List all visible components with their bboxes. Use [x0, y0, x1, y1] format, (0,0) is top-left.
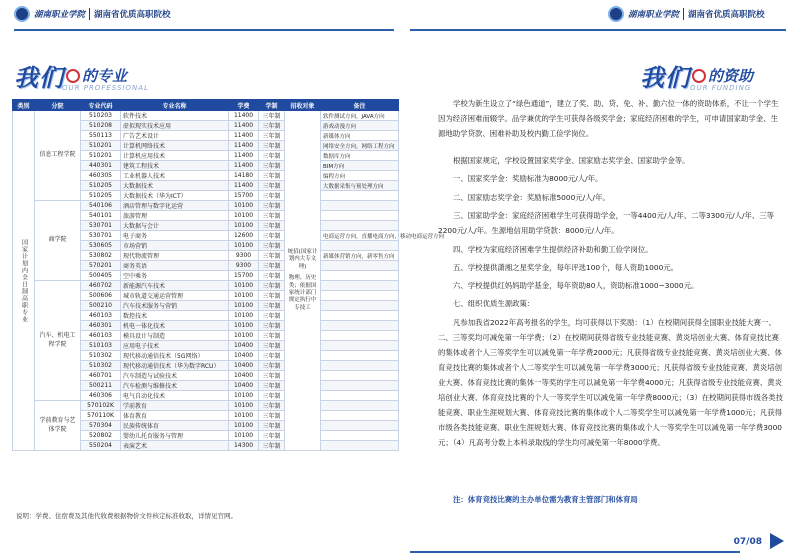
table-row: [13, 281, 399, 291]
cell-fee: 10100: [229, 281, 259, 291]
header-rule: [14, 29, 394, 31]
cell-remark: 游戏动漫方向: [321, 121, 399, 131]
cell-remark: [321, 311, 399, 321]
table-header-row: [13, 100, 399, 111]
cell-years: 三年制: [259, 201, 285, 211]
cell-fee: 12600: [229, 231, 259, 241]
cell-years: 三年制: [259, 391, 285, 401]
cell-years: 三年制: [259, 121, 285, 131]
cell-name: 商务英语: [121, 261, 229, 271]
cell-remark: BIM方向: [321, 161, 399, 171]
cell-code: 510302: [81, 351, 121, 361]
funding-item: 二、国家励志奖学金：奖励标准5000元/人/年。: [453, 193, 610, 202]
cell-years: 三年制: [259, 251, 285, 261]
cell-fee: 10100: [229, 311, 259, 321]
cell-code: 540101: [81, 211, 121, 221]
cell-years: 三年制: [259, 431, 285, 441]
school-logo-icon: [608, 6, 624, 22]
cell-years: 三年制: [259, 321, 285, 331]
cell-code: 500405: [81, 271, 121, 281]
cell-years: 三年制: [259, 401, 285, 411]
cell-years: 三年制: [259, 111, 285, 121]
cell-name: 现代物流管理: [121, 251, 229, 261]
school-name: 湖南职业学院: [628, 10, 680, 20]
table-row: [13, 111, 399, 121]
cell-remark: 网络安全方向，网络工程方向: [321, 141, 399, 151]
cell-name: 城市轨道交通运营管理: [121, 291, 229, 301]
cell-remark: [321, 301, 399, 311]
cell-remark: [321, 241, 399, 251]
cell-fee: 10100: [229, 411, 259, 421]
next-arrow-icon: [770, 533, 784, 549]
cell-code: 510201: [81, 151, 121, 161]
cell-remark: [321, 271, 399, 281]
cell-fee: 15700: [229, 191, 259, 201]
heading-main: 我们: [640, 64, 690, 92]
cell-fee: 10100: [229, 331, 259, 341]
cell-remark: [321, 341, 399, 351]
cell-years: 三年制: [259, 221, 285, 231]
heading-main: 我们: [14, 64, 64, 92]
cell-years: 三年制: [259, 171, 285, 181]
footnote: 注：体育竞技比赛的主办单位需为教育主管部门和体育局: [453, 495, 638, 504]
cell-fee: 10400: [229, 341, 259, 351]
cell-name: 汽车检测与维修技术: [121, 381, 229, 391]
funding-item: 七、组织优质生源政策：: [453, 299, 535, 308]
top-bar: [0, 0, 800, 30]
column-header: 分院: [35, 100, 81, 111]
divider: [89, 8, 90, 20]
college-cell: 学前教育与艺体学院: [35, 401, 81, 451]
divider: [683, 8, 684, 20]
cell-fee: 10100: [229, 291, 259, 301]
cell-name: 酒店管理与数字化运营: [121, 201, 229, 211]
cell-fee: 11400: [229, 181, 259, 191]
cell-code: 460103: [81, 311, 121, 321]
cell-years: 三年制: [259, 421, 285, 431]
cell-fee: 10100: [229, 401, 259, 411]
cell-name: 现代移动通信技术（华为数字RCU）: [121, 361, 229, 371]
column-header: 招收对象: [285, 100, 321, 111]
cell-years: 三年制: [259, 361, 285, 371]
cell-remark: 新媒体营销方向，新零售方向: [321, 251, 399, 261]
cell-fee: 14180: [229, 171, 259, 181]
college-cell: 信息工程学院: [35, 111, 81, 201]
college-cell: 商学院: [35, 201, 81, 281]
heading-english: OUR PROFESSIONAL: [62, 84, 149, 92]
cell-name: 计算机网络技术: [121, 141, 229, 151]
cell-code: 510203: [81, 111, 121, 121]
cell-remark: [321, 201, 399, 211]
cell-fee: 10400: [229, 351, 259, 361]
cell-code: 530802: [81, 251, 121, 261]
cell-code: 570102K: [81, 401, 121, 411]
cell-fee: 14300: [229, 441, 259, 451]
cell-fee: 10100: [229, 211, 259, 221]
cell-remark: [321, 221, 399, 231]
cell-code: 460305: [81, 171, 121, 181]
cell-name: 现代移动通信技术（5G网络）: [121, 351, 229, 361]
cell-fee: 9300: [229, 261, 259, 271]
cell-remark: 编程方向: [321, 171, 399, 181]
cell-remark: [321, 321, 399, 331]
cell-remark: [321, 401, 399, 411]
brand-right: [608, 6, 765, 22]
cell-name: 汽车制造与试验技术: [121, 371, 229, 381]
cell-years: 三年制: [259, 241, 285, 251]
cell-code: 500211: [81, 381, 121, 391]
target-text: 统招(国家计划内大专文理): [287, 248, 318, 270]
cell-years: 三年制: [259, 381, 285, 391]
cell-name: 空中乘务: [121, 271, 229, 281]
policy-paragraph: 根据国家规定，学校设置国家奖学金、国家励志奖学金、国家助学金等。: [453, 156, 690, 165]
cell-name: 体育教育: [121, 411, 229, 421]
cell-code: 530701: [81, 231, 121, 241]
cell-years: 三年制: [259, 161, 285, 171]
cell-fee: 15700: [229, 271, 259, 281]
cell-fee: 11400: [229, 121, 259, 131]
cell-remark: [321, 421, 399, 431]
cell-fee: 10400: [229, 381, 259, 391]
brand-left: [14, 6, 171, 22]
majors-table: [12, 99, 445, 451]
cell-name: 婴幼儿托育服务与管理: [121, 431, 229, 441]
cell-fee: 10100: [229, 241, 259, 251]
cell-name: 软件技术: [121, 111, 229, 121]
cell-years: 三年制: [259, 281, 285, 291]
cell-name: 模具设计与制造: [121, 331, 229, 341]
cell-name: 应用电子技术: [121, 341, 229, 351]
cell-code: 460103: [81, 331, 121, 341]
cell-fee: 10100: [229, 201, 259, 211]
cell-years: 三年制: [259, 331, 285, 341]
cell-years: 三年制: [259, 291, 285, 301]
cell-years: 三年制: [259, 341, 285, 351]
cell-fee: 10100: [229, 391, 259, 401]
cell-code: 570304: [81, 421, 121, 431]
cell-fee: 10400: [229, 361, 259, 371]
cell-fee: 10100: [229, 321, 259, 331]
target-cell: [285, 111, 321, 451]
cell-name: 建筑工程技术: [121, 161, 229, 171]
swirl-icon: [692, 69, 706, 83]
cell-code: 550113: [81, 131, 121, 141]
cell-remark: 数据库方向: [321, 151, 399, 161]
target-text: 物理、历史类；依据国家统计部门规定执行中专技工: [288, 275, 317, 311]
column-header: 专业名称: [121, 100, 229, 111]
cell-years: 三年制: [259, 141, 285, 151]
funding-item: 五、学校提供潇湘之星奖学金，每年评选100个，每人资助1000元。: [453, 263, 679, 272]
cell-name: 大数据技术: [121, 181, 229, 191]
cell-name: 机电一体化技术: [121, 321, 229, 331]
cell-name: 虚拟现实技术应用: [121, 121, 229, 131]
cell-fee: 10100: [229, 221, 259, 231]
cell-remark: [321, 261, 399, 271]
cell-years: 三年制: [259, 151, 285, 161]
cell-code: 550204: [81, 441, 121, 451]
school-name: 湖南职业学院: [34, 10, 86, 20]
cell-name: 表演艺术: [121, 441, 229, 451]
cell-years: 三年制: [259, 231, 285, 241]
cell-fee: 10100: [229, 421, 259, 431]
cell-fee: 11400: [229, 161, 259, 171]
page-number: 07/08: [733, 537, 762, 547]
cell-name: 电气自动化技术: [121, 391, 229, 401]
cell-name: 计算机应用技术: [121, 151, 229, 161]
cell-name: 学前教育: [121, 401, 229, 411]
cell-name: 大数据与会计: [121, 221, 229, 231]
cell-years: 三年制: [259, 371, 285, 381]
cell-code: 540106: [81, 201, 121, 211]
column-header: 学制: [259, 100, 285, 111]
cell-remark: 大数据采集与预处理方向: [321, 181, 399, 191]
cell-code: 530701: [81, 221, 121, 231]
cell-fee: 10400: [229, 371, 259, 381]
cell-years: 三年制: [259, 131, 285, 141]
table-row: [13, 401, 399, 411]
cell-remark: [321, 371, 399, 381]
funding-item: 三、国家助学金：家庭经济困难学生可获得助学金，一等4400元/人/年、二等3300元/人/年、三等2200元/人/年。生源地信用助学贷款：8000元/人/年。: [438, 211, 775, 235]
cell-fee: 11400: [229, 131, 259, 141]
cell-remark: 新媒体方向: [321, 131, 399, 141]
header-rule: [410, 29, 786, 31]
footer-rule: [410, 551, 740, 553]
cell-fee: 11400: [229, 141, 259, 151]
heading-sub: 的专业: [82, 67, 128, 85]
cell-years: 三年制: [259, 411, 285, 421]
column-header: 学费: [229, 100, 259, 111]
column-header: 备注: [321, 100, 399, 111]
cell-fee: 10100: [229, 431, 259, 441]
cell-remark: [321, 411, 399, 421]
cell-remark: [321, 191, 399, 201]
cell-remark: [321, 391, 399, 401]
heading-sub: 的资助: [708, 67, 754, 85]
cell-name: 广告艺术设计: [121, 131, 229, 141]
cell-remark: [321, 211, 399, 221]
cell-remark: [321, 351, 399, 361]
cell-fee: 11400: [229, 111, 259, 121]
cell-fee: 11400: [229, 151, 259, 161]
cell-years: 三年制: [259, 211, 285, 221]
cell-remark: [321, 291, 399, 301]
swirl-icon: [66, 69, 80, 83]
cell-name: 工业机器人技术: [121, 171, 229, 181]
cell-years: 三年制: [259, 191, 285, 201]
cell-name: 大数据技术（华为ICT）: [121, 191, 229, 201]
cell-remark: [321, 281, 399, 291]
cell-remark: [321, 431, 399, 441]
cell-years: 三年制: [259, 351, 285, 361]
column-header: 类别: [13, 100, 35, 111]
cell-remark: 电商运营方向，直播电商方向，移动电商运营方向: [321, 231, 399, 241]
column-header: 专业代码: [81, 100, 121, 111]
cell-code: 510201: [81, 141, 121, 151]
cell-remark: 软件测试方向，JAVA方向: [321, 111, 399, 121]
funding-item: 一、国家奖学金：奖励标准为8000元/人/年。: [453, 174, 603, 183]
cell-code: 510205: [81, 181, 121, 191]
cell-code: 530605: [81, 241, 121, 251]
cell-code: 500210: [81, 301, 121, 311]
cell-years: 三年制: [259, 261, 285, 271]
cell-fee: 9300: [229, 251, 259, 261]
cell-years: 三年制: [259, 181, 285, 191]
category-cell: 国家计划内全日制高职专业: [13, 111, 35, 451]
table-row: [13, 201, 399, 211]
cell-remark: [321, 361, 399, 371]
awards-paragraph: 凡参加我省2022年高考报名的学生，均可获得以下奖励：（1）在校期间获得全国职业技能大赛一、二、三等奖均可减免第一年学费；（2）在校期间获得省级专业技能竞赛、黄炎培创业大赛、体育竞技比赛的集体或者个人三等奖学生可以减免第一年学费2000元；凡获得省级专业技能竞赛、黄炎培创业大赛、体育竞技比赛的集体或者个人二等奖学生可以减免第一年学费3000元；凡获得省级专业技能竞赛、黄炎培创业大赛、体育竞技比赛的集体一等奖的学生可以减免第一年学费4000元；凡获得省级专业技能竞赛、黄炎培创业大赛、体育竞技比赛的个人一等奖学生可以减免第一年学费8000元；（3）在校期间获得市级各类技能竞赛、职业生涯规划大赛、体育竞技比赛的集体或个人二等奖学生可以减免第一年学费1000元；凡获得市级各类技能竞赛、职业生涯规划大赛、体育竞技比赛的集体或个人一等奖学生可以减免第一年学费3000元；（4）凡高考分数上本科录取线的学生均可减免第一年8000学费。: [438, 318, 784, 447]
cell-code: 460701: [81, 371, 121, 381]
cell-name: 电子商务: [121, 231, 229, 241]
college-cell: 汽车、机电工程学院: [35, 281, 81, 401]
cell-years: 三年制: [259, 271, 285, 281]
cell-fee: 10100: [229, 301, 259, 311]
cell-name: 新能源汽车技术: [121, 281, 229, 291]
heading-english: OUR FUNDING: [690, 84, 752, 92]
school-subtitle: 湖南省优质高职院校: [688, 10, 765, 20]
cell-name: 市场营销: [121, 241, 229, 251]
school-logo-icon: [14, 6, 30, 22]
cell-code: 570201: [81, 261, 121, 271]
intro-paragraph: 学校为新生设立了“绿色通道”，建立了奖、助、贷、免、补、勤六位一体的资助体系，不让一个学生因为经济困难而辍学。品学兼优的学生可获得各级奖学金；家庭经济困难的学生，可申请国家助学金、生源地助学贷款、困难补助及校内勤工俭学岗位。: [438, 99, 779, 138]
funding-item: 六、学校提供红妈妈助学基金，每年资助80人，资助标准1000~3000元。: [453, 281, 699, 290]
cell-code: 520802: [81, 431, 121, 441]
cell-name: 民族传统体育: [121, 421, 229, 431]
cell-code: 510208: [81, 121, 121, 131]
cell-code: 510205: [81, 191, 121, 201]
cell-code: 460306: [81, 391, 121, 401]
cell-code: 460702: [81, 281, 121, 291]
cell-years: 三年制: [259, 441, 285, 451]
table-note: 说明：学费、住宿费及其他代收费根据物价文件核定标准收取，详情见官网。: [16, 512, 237, 520]
cell-name: 数控技术: [121, 311, 229, 321]
cell-years: 三年制: [259, 301, 285, 311]
cell-code: 570110K: [81, 411, 121, 421]
cell-code: 500606: [81, 291, 121, 301]
funding-item: 四、学校为家庭经济困难学生提供经济补助和勤工俭学岗位。: [453, 245, 653, 254]
cell-remark: [321, 381, 399, 391]
cell-remark: [321, 441, 399, 451]
cell-code: 440301: [81, 161, 121, 171]
cell-name: 旅游管理: [121, 211, 229, 221]
school-subtitle: 湖南省优质高职院校: [94, 10, 171, 20]
cell-years: 三年制: [259, 311, 285, 321]
cell-code: 510103: [81, 341, 121, 351]
cell-name: 汽车技术服务与营销: [121, 301, 229, 311]
cell-code: 510302: [81, 361, 121, 371]
cell-code: 460301: [81, 321, 121, 331]
cell-remark: [321, 331, 399, 341]
